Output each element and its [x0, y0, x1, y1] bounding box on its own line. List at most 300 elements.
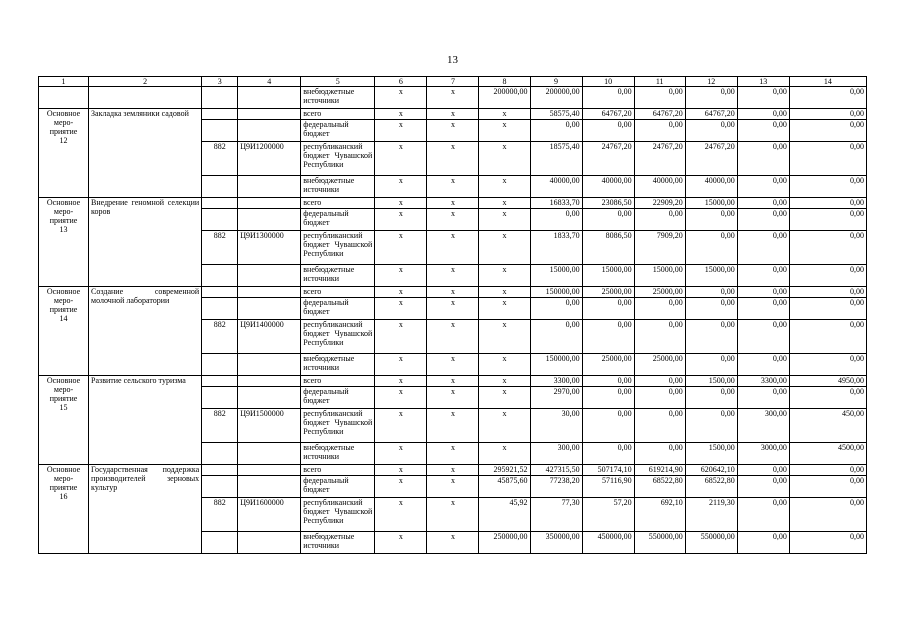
x-mark: x	[375, 443, 427, 465]
x-mark: x	[427, 409, 479, 443]
value-cell: x	[479, 409, 530, 443]
header-cell: 12	[685, 77, 737, 87]
value-cell: 0,00	[685, 209, 737, 231]
empty-cell	[202, 109, 238, 120]
x-mark: x	[427, 320, 479, 354]
x-mark: x	[427, 109, 479, 120]
source-cell: федеральный бюджет	[301, 209, 375, 231]
value-cell: 0,00	[737, 209, 789, 231]
header-cell: 2	[89, 77, 202, 87]
code-ppp: 882	[202, 231, 238, 265]
value-cell: 350000,00	[530, 532, 582, 554]
event-label-line: 16	[59, 492, 68, 501]
value-cell: x	[479, 109, 530, 120]
code-ppp: 882	[202, 142, 238, 176]
empty-cell	[202, 443, 238, 465]
value-cell: 0,00	[737, 142, 789, 176]
value-cell: 0,00	[737, 465, 789, 476]
value-cell: x	[479, 231, 530, 265]
event-label-line: 12	[59, 136, 68, 145]
value-cell: 15000,00	[685, 265, 737, 287]
value-cell: x	[479, 387, 530, 409]
event-label-line: меро-	[53, 296, 74, 305]
x-mark: x	[375, 387, 427, 409]
x-mark: x	[375, 109, 427, 120]
value-cell: 0,00	[737, 198, 789, 209]
event-label-line: 15	[59, 403, 68, 412]
value-cell: 0,00	[789, 287, 866, 298]
value-cell: 0,00	[789, 320, 866, 354]
value-cell: 15000,00	[634, 265, 685, 287]
value-cell: 23086,50	[582, 198, 634, 209]
value-cell: 1500,00	[685, 376, 737, 387]
value-cell: 0,00	[737, 476, 789, 498]
source-cell: федеральный бюджет	[301, 387, 375, 409]
value-cell: 2119,30	[685, 498, 737, 532]
header-cell: 9	[530, 77, 582, 87]
value-cell: 0,00	[634, 120, 685, 142]
empty-cell	[238, 387, 301, 409]
header-cell: 10	[582, 77, 634, 87]
value-cell: 620642,10	[685, 465, 737, 476]
event-label	[39, 109, 89, 198]
value-cell: 64767,20	[685, 109, 737, 120]
value-cell: 24767,20	[685, 142, 737, 176]
value-cell: 0,00	[582, 443, 634, 465]
event-label-line: меро-	[53, 385, 74, 394]
source-cell: внебюджетные источники	[301, 265, 375, 287]
event-label-line: приятие	[49, 394, 78, 403]
value-cell: 150000,00	[530, 354, 582, 376]
header-cell: 8	[479, 77, 530, 87]
header-cell: 5	[301, 77, 375, 87]
value-cell: 0,00	[530, 209, 582, 231]
empty-cell	[238, 465, 301, 476]
x-mark: x	[427, 476, 479, 498]
x-mark: x	[427, 120, 479, 142]
source-cell: республиканский бюджет Чувашской Республики	[301, 320, 375, 354]
value-cell: 0,00	[737, 265, 789, 287]
value-cell: 40000,00	[582, 176, 634, 198]
x-mark: x	[427, 387, 479, 409]
value-cell: 0,00	[789, 498, 866, 532]
event-row	[39, 465, 867, 476]
empty-cell	[238, 298, 301, 320]
x-mark: x	[375, 142, 427, 176]
value-cell: 0,00	[685, 87, 737, 109]
value-cell: 0,00	[737, 354, 789, 376]
x-mark: x	[427, 354, 479, 376]
event-label-line: меро-	[53, 207, 74, 216]
value-cell: 77238,20	[530, 476, 582, 498]
value-cell: 550000,00	[634, 532, 685, 554]
value-cell: 24767,20	[634, 142, 685, 176]
value-cell: 64767,20	[634, 109, 685, 120]
value-cell: 2970,00	[530, 387, 582, 409]
source-cell: всего	[301, 287, 375, 298]
value-cell: 0,00	[737, 532, 789, 554]
value-cell: 0,00	[789, 120, 866, 142]
x-mark: x	[427, 443, 479, 465]
value-cell: 0,00	[582, 387, 634, 409]
value-cell: 64767,20	[582, 109, 634, 120]
empty-cell	[238, 476, 301, 498]
event-label	[39, 287, 89, 376]
empty-cell	[238, 354, 301, 376]
value-cell: 0,00	[737, 87, 789, 109]
source-cell: федеральный бюджет	[301, 298, 375, 320]
value-cell: 0,00	[737, 231, 789, 265]
x-mark: x	[375, 209, 427, 231]
value-cell: 15000,00	[685, 198, 737, 209]
value-cell: 0,00	[634, 409, 685, 443]
source-cell: всего	[301, 465, 375, 476]
value-cell: 0,00	[737, 498, 789, 532]
source-cell: республиканский бюджет Чувашской Республики	[301, 142, 375, 176]
x-mark: x	[427, 198, 479, 209]
empty-cell	[202, 198, 238, 209]
event-label-line: Основное	[46, 287, 81, 296]
value-cell: 0,00	[582, 87, 634, 109]
event-name: Закладка земляники садовой	[89, 109, 202, 198]
x-mark: x	[375, 354, 427, 376]
event-label-line: меро-	[53, 474, 74, 483]
event-name: Государственная поддержка производителей зерновых культур	[89, 465, 202, 554]
value-cell: 0,00	[737, 109, 789, 120]
value-cell: x	[479, 198, 530, 209]
x-mark: x	[427, 142, 479, 176]
value-cell: 507174,10	[582, 465, 634, 476]
header-cell: 3	[202, 77, 238, 87]
empty-cell	[238, 532, 301, 554]
value-cell: 0,00	[685, 409, 737, 443]
x-mark: x	[427, 209, 479, 231]
value-cell: 0,00	[685, 120, 737, 142]
value-cell: 3300,00	[737, 376, 789, 387]
value-cell: x	[479, 320, 530, 354]
source-cell: республиканский бюджет Чувашской Республики	[301, 231, 375, 265]
value-cell: 295921,52	[479, 465, 530, 476]
x-mark: x	[375, 176, 427, 198]
x-mark: x	[427, 498, 479, 532]
value-cell: 0,00	[582, 298, 634, 320]
value-cell: 0,00	[789, 209, 866, 231]
event-label	[39, 465, 89, 554]
value-cell: 692,10	[634, 498, 685, 532]
empty-cell	[202, 209, 238, 231]
value-cell: 0,00	[789, 476, 866, 498]
x-mark: x	[375, 298, 427, 320]
value-cell: 0,00	[789, 532, 866, 554]
value-cell: x	[479, 287, 530, 298]
event-label-line: приятие	[49, 305, 78, 314]
event-label-line: приятие	[49, 483, 78, 492]
value-cell: 0,00	[582, 409, 634, 443]
header-cell: 6	[375, 77, 427, 87]
event-name: Развитие сельского туризма	[89, 376, 202, 465]
value-cell: 0,00	[634, 376, 685, 387]
empty-cell	[238, 287, 301, 298]
empty-cell	[202, 465, 238, 476]
source-cell: республиканский бюджет Чувашской Республики	[301, 409, 375, 443]
value-cell: 0,00	[789, 231, 866, 265]
event-row	[39, 376, 867, 387]
x-mark: x	[375, 498, 427, 532]
value-cell: 0,00	[634, 320, 685, 354]
empty-cell	[202, 354, 238, 376]
value-cell: 25000,00	[634, 287, 685, 298]
code-csr: Ц9И1400000	[238, 320, 301, 354]
value-cell: 18575,40	[530, 142, 582, 176]
code-ppp: 882	[202, 320, 238, 354]
code-ppp: 882	[202, 409, 238, 443]
code-csr: Ц9И1600000	[238, 498, 301, 532]
x-mark: x	[427, 176, 479, 198]
value-cell: 4500,00	[789, 443, 866, 465]
value-cell: 45875,60	[479, 476, 530, 498]
value-cell: 0,00	[789, 298, 866, 320]
empty-cell	[238, 87, 301, 109]
empty-cell	[238, 120, 301, 142]
event-row	[39, 287, 867, 298]
value-cell: 0,00	[685, 231, 737, 265]
code-ppp: 882	[202, 498, 238, 532]
column-number-header	[39, 77, 867, 87]
value-cell: 16833,70	[530, 198, 582, 209]
event-name: Внедрение геномной селекции коров	[89, 198, 202, 287]
event-name: Создание современной молочной лаборатории	[89, 287, 202, 376]
value-cell: x	[479, 443, 530, 465]
value-cell: 200000,00	[479, 87, 530, 109]
source-cell: республиканский бюджет Чувашской Республики	[301, 498, 375, 532]
empty-cell	[202, 287, 238, 298]
value-cell: 0,00	[685, 354, 737, 376]
x-mark: x	[427, 532, 479, 554]
value-cell: 58575,40	[530, 109, 582, 120]
event-label-line: Основное	[46, 376, 81, 385]
code-csr: Ц9И1500000	[238, 409, 301, 443]
empty-cell	[238, 443, 301, 465]
value-cell: 0,00	[530, 320, 582, 354]
empty-cell	[238, 109, 301, 120]
header-cell: 13	[737, 77, 789, 87]
event-label-line: меро-	[53, 118, 74, 127]
value-cell: 0,00	[582, 120, 634, 142]
empty-cell	[202, 120, 238, 142]
value-cell: 0,00	[634, 443, 685, 465]
value-cell: 40000,00	[530, 176, 582, 198]
event-label-line: Основное	[46, 465, 81, 474]
code-csr: Ц9И1300000	[238, 231, 301, 265]
event-label-line: 14	[59, 314, 68, 323]
event-row	[39, 109, 867, 120]
value-cell: 0,00	[789, 142, 866, 176]
header-cell: 4	[238, 77, 301, 87]
source-cell: всего	[301, 109, 375, 120]
code-csr: Ц9И1200000	[238, 142, 301, 176]
value-cell: 4950,00	[789, 376, 866, 387]
value-cell: 3000,00	[737, 443, 789, 465]
source-cell: федеральный бюджет	[301, 120, 375, 142]
empty-cell	[238, 209, 301, 231]
value-cell: x	[479, 354, 530, 376]
value-cell: 0,00	[685, 287, 737, 298]
header-cell: 11	[634, 77, 685, 87]
source-cell: внебюджетные источники	[301, 532, 375, 554]
empty-cell	[202, 176, 238, 198]
x-mark: x	[375, 198, 427, 209]
value-cell: 7909,20	[634, 231, 685, 265]
value-cell: 0,00	[737, 176, 789, 198]
value-cell: 0,00	[789, 198, 866, 209]
event-row	[39, 198, 867, 209]
value-cell: 250000,00	[479, 532, 530, 554]
empty-cell	[89, 87, 202, 109]
empty-cell	[202, 298, 238, 320]
value-cell: 57,20	[582, 498, 634, 532]
event-label-line: приятие	[49, 216, 78, 225]
value-cell: 15000,00	[582, 265, 634, 287]
value-cell: 30,00	[530, 409, 582, 443]
x-mark: x	[427, 298, 479, 320]
value-cell: 0,00	[582, 320, 634, 354]
value-cell: 0,00	[685, 320, 737, 354]
value-cell: x	[479, 120, 530, 142]
source-cell: внебюджетные источники	[301, 354, 375, 376]
x-mark: x	[375, 476, 427, 498]
header-cell: 14	[789, 77, 866, 87]
event-label	[39, 198, 89, 287]
empty-cell	[202, 376, 238, 387]
empty-cell	[238, 176, 301, 198]
x-mark: x	[375, 120, 427, 142]
value-cell: x	[479, 298, 530, 320]
value-cell: 619214,90	[634, 465, 685, 476]
empty-cell	[202, 387, 238, 409]
value-cell: 0,00	[789, 87, 866, 109]
value-cell: 0,00	[789, 109, 866, 120]
value-cell: 0,00	[685, 387, 737, 409]
value-cell: 450,00	[789, 409, 866, 443]
value-cell: 68522,80	[634, 476, 685, 498]
value-cell: 0,00	[737, 320, 789, 354]
value-cell: x	[479, 176, 530, 198]
source-cell: федеральный бюджет	[301, 476, 375, 498]
empty-cell	[238, 198, 301, 209]
empty-cell	[39, 87, 89, 109]
value-cell: x	[479, 209, 530, 231]
value-cell: 0,00	[737, 298, 789, 320]
value-cell: 40000,00	[685, 176, 737, 198]
x-mark: x	[375, 87, 427, 109]
x-mark: x	[427, 376, 479, 387]
value-cell: 25000,00	[634, 354, 685, 376]
x-mark: x	[427, 465, 479, 476]
empty-cell	[202, 532, 238, 554]
page-number: 13	[447, 54, 458, 66]
event-label-line: Основное	[46, 198, 81, 207]
value-cell: 77,30	[530, 498, 582, 532]
x-mark: x	[375, 320, 427, 354]
value-cell: 57116,90	[582, 476, 634, 498]
value-cell: 3300,00	[530, 376, 582, 387]
value-cell: 300,00	[737, 409, 789, 443]
event-label-line: 13	[59, 225, 68, 234]
value-cell: 45,92	[479, 498, 530, 532]
source-cell: всего	[301, 198, 375, 209]
x-mark: x	[375, 287, 427, 298]
value-cell: 25000,00	[582, 287, 634, 298]
value-cell: 0,00	[789, 265, 866, 287]
x-mark: x	[427, 231, 479, 265]
value-cell: 0,00	[789, 465, 866, 476]
x-mark: x	[427, 87, 479, 109]
value-cell: 0,00	[634, 87, 685, 109]
empty-cell	[202, 265, 238, 287]
value-cell: 150000,00	[530, 287, 582, 298]
value-cell: 0,00	[582, 209, 634, 231]
value-cell: 8086,50	[582, 231, 634, 265]
header-cell: 7	[427, 77, 479, 87]
value-cell: 0,00	[634, 387, 685, 409]
value-cell: 427315,50	[530, 465, 582, 476]
value-cell: 0,00	[789, 354, 866, 376]
value-cell: 0,00	[582, 376, 634, 387]
value-cell: 0,00	[737, 120, 789, 142]
x-mark: x	[375, 376, 427, 387]
x-mark: x	[375, 532, 427, 554]
source-cell: внебюджетные источники	[301, 87, 375, 109]
event-label-line: Основное	[46, 109, 81, 118]
value-cell: 40000,00	[634, 176, 685, 198]
x-mark: x	[375, 465, 427, 476]
value-cell: 0,00	[530, 298, 582, 320]
value-cell: 0,00	[530, 120, 582, 142]
empty-cell	[238, 265, 301, 287]
value-cell: x	[479, 376, 530, 387]
continued-row	[39, 87, 867, 109]
value-cell: 450000,00	[582, 532, 634, 554]
x-mark: x	[427, 265, 479, 287]
value-cell: 24767,20	[582, 142, 634, 176]
value-cell: 0,00	[685, 298, 737, 320]
value-cell: 200000,00	[530, 87, 582, 109]
budget-table	[38, 76, 867, 554]
value-cell: 1500,00	[685, 443, 737, 465]
source-cell: всего	[301, 376, 375, 387]
value-cell: 22909,20	[634, 198, 685, 209]
value-cell: 550000,00	[685, 532, 737, 554]
event-label-line: приятие	[49, 127, 78, 136]
x-mark: x	[427, 287, 479, 298]
value-cell: x	[479, 142, 530, 176]
event-label	[39, 376, 89, 465]
empty-cell	[238, 376, 301, 387]
x-mark: x	[375, 231, 427, 265]
value-cell: 0,00	[634, 209, 685, 231]
value-cell: 15000,00	[530, 265, 582, 287]
empty-cell	[202, 476, 238, 498]
value-cell: 300,00	[530, 443, 582, 465]
value-cell: 1833,70	[530, 231, 582, 265]
value-cell: x	[479, 265, 530, 287]
value-cell: 68522,80	[685, 476, 737, 498]
value-cell: 0,00	[789, 176, 866, 198]
x-mark: x	[375, 409, 427, 443]
value-cell: 25000,00	[582, 354, 634, 376]
value-cell: 0,00	[737, 287, 789, 298]
value-cell: 0,00	[737, 387, 789, 409]
